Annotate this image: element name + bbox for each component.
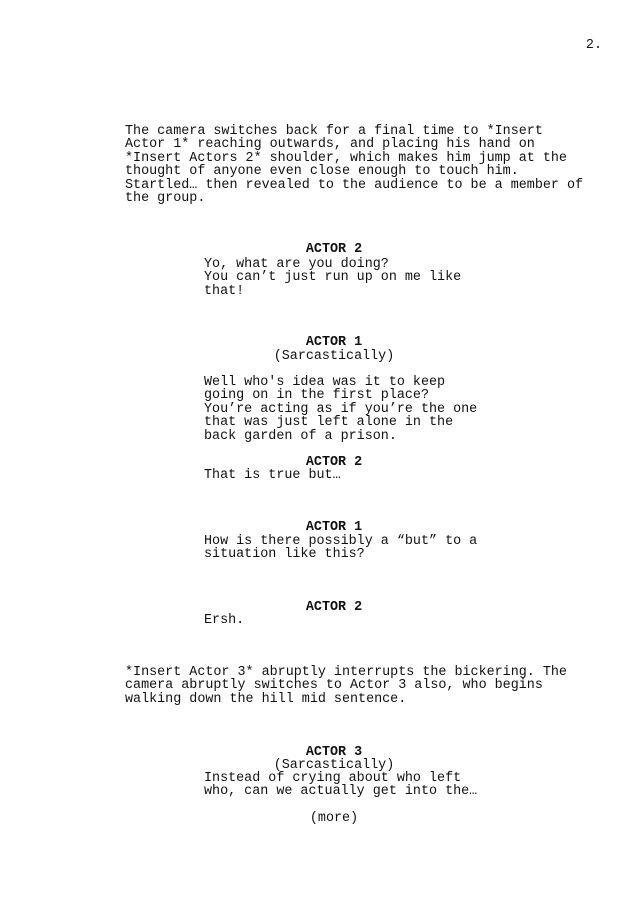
character-name: ACTOR 2 — [305, 600, 363, 615]
character-name: ACTOR 2 — [305, 455, 363, 470]
parenthetical: (Sarcastically) — [273, 349, 395, 364]
more-continuation: (more) — [309, 811, 359, 826]
dialogue: Instead of crying about who left who, can we actually get into the… — [204, 771, 478, 800]
action-paragraph: *Insert Actor 3* abruptly interrupts the bickering. The camera abruptly switches to Actor 3 also, who begins walking down the hill mid sentence. — [125, 665, 567, 707]
dialogue: Ersh. — [204, 613, 245, 628]
character-name: ACTOR 1 — [305, 335, 363, 350]
dialogue: How is there possibly a “but” to a situation like this? — [204, 534, 478, 563]
dialogue: Well who's idea was it to keep going on in the first place? You’re acting as if you’re the one that was just left alone in the back garden of a prison. — [204, 375, 478, 444]
character-name: ACTOR 3 — [305, 745, 363, 760]
action-paragraph: The camera switches back for a final time to *Insert Actor 1* reaching outwards, and placing his hand on *Insert Actors 2* shoulder, which makes him jump at the thought of anyone even close enough to touch him. Startled… then revealed to the audience to be a member of the group. — [125, 124, 584, 207]
parenthetical: (Sarcastically) — [273, 758, 395, 773]
character-name: ACTOR 1 — [305, 520, 363, 535]
dialogue: Yo, what are you doing? You can’t just run up on me like that! — [204, 257, 462, 299]
page-number: 2. — [585, 38, 602, 53]
dialogue: That is true but… — [204, 468, 341, 483]
character-name: ACTOR 2 — [305, 242, 363, 257]
